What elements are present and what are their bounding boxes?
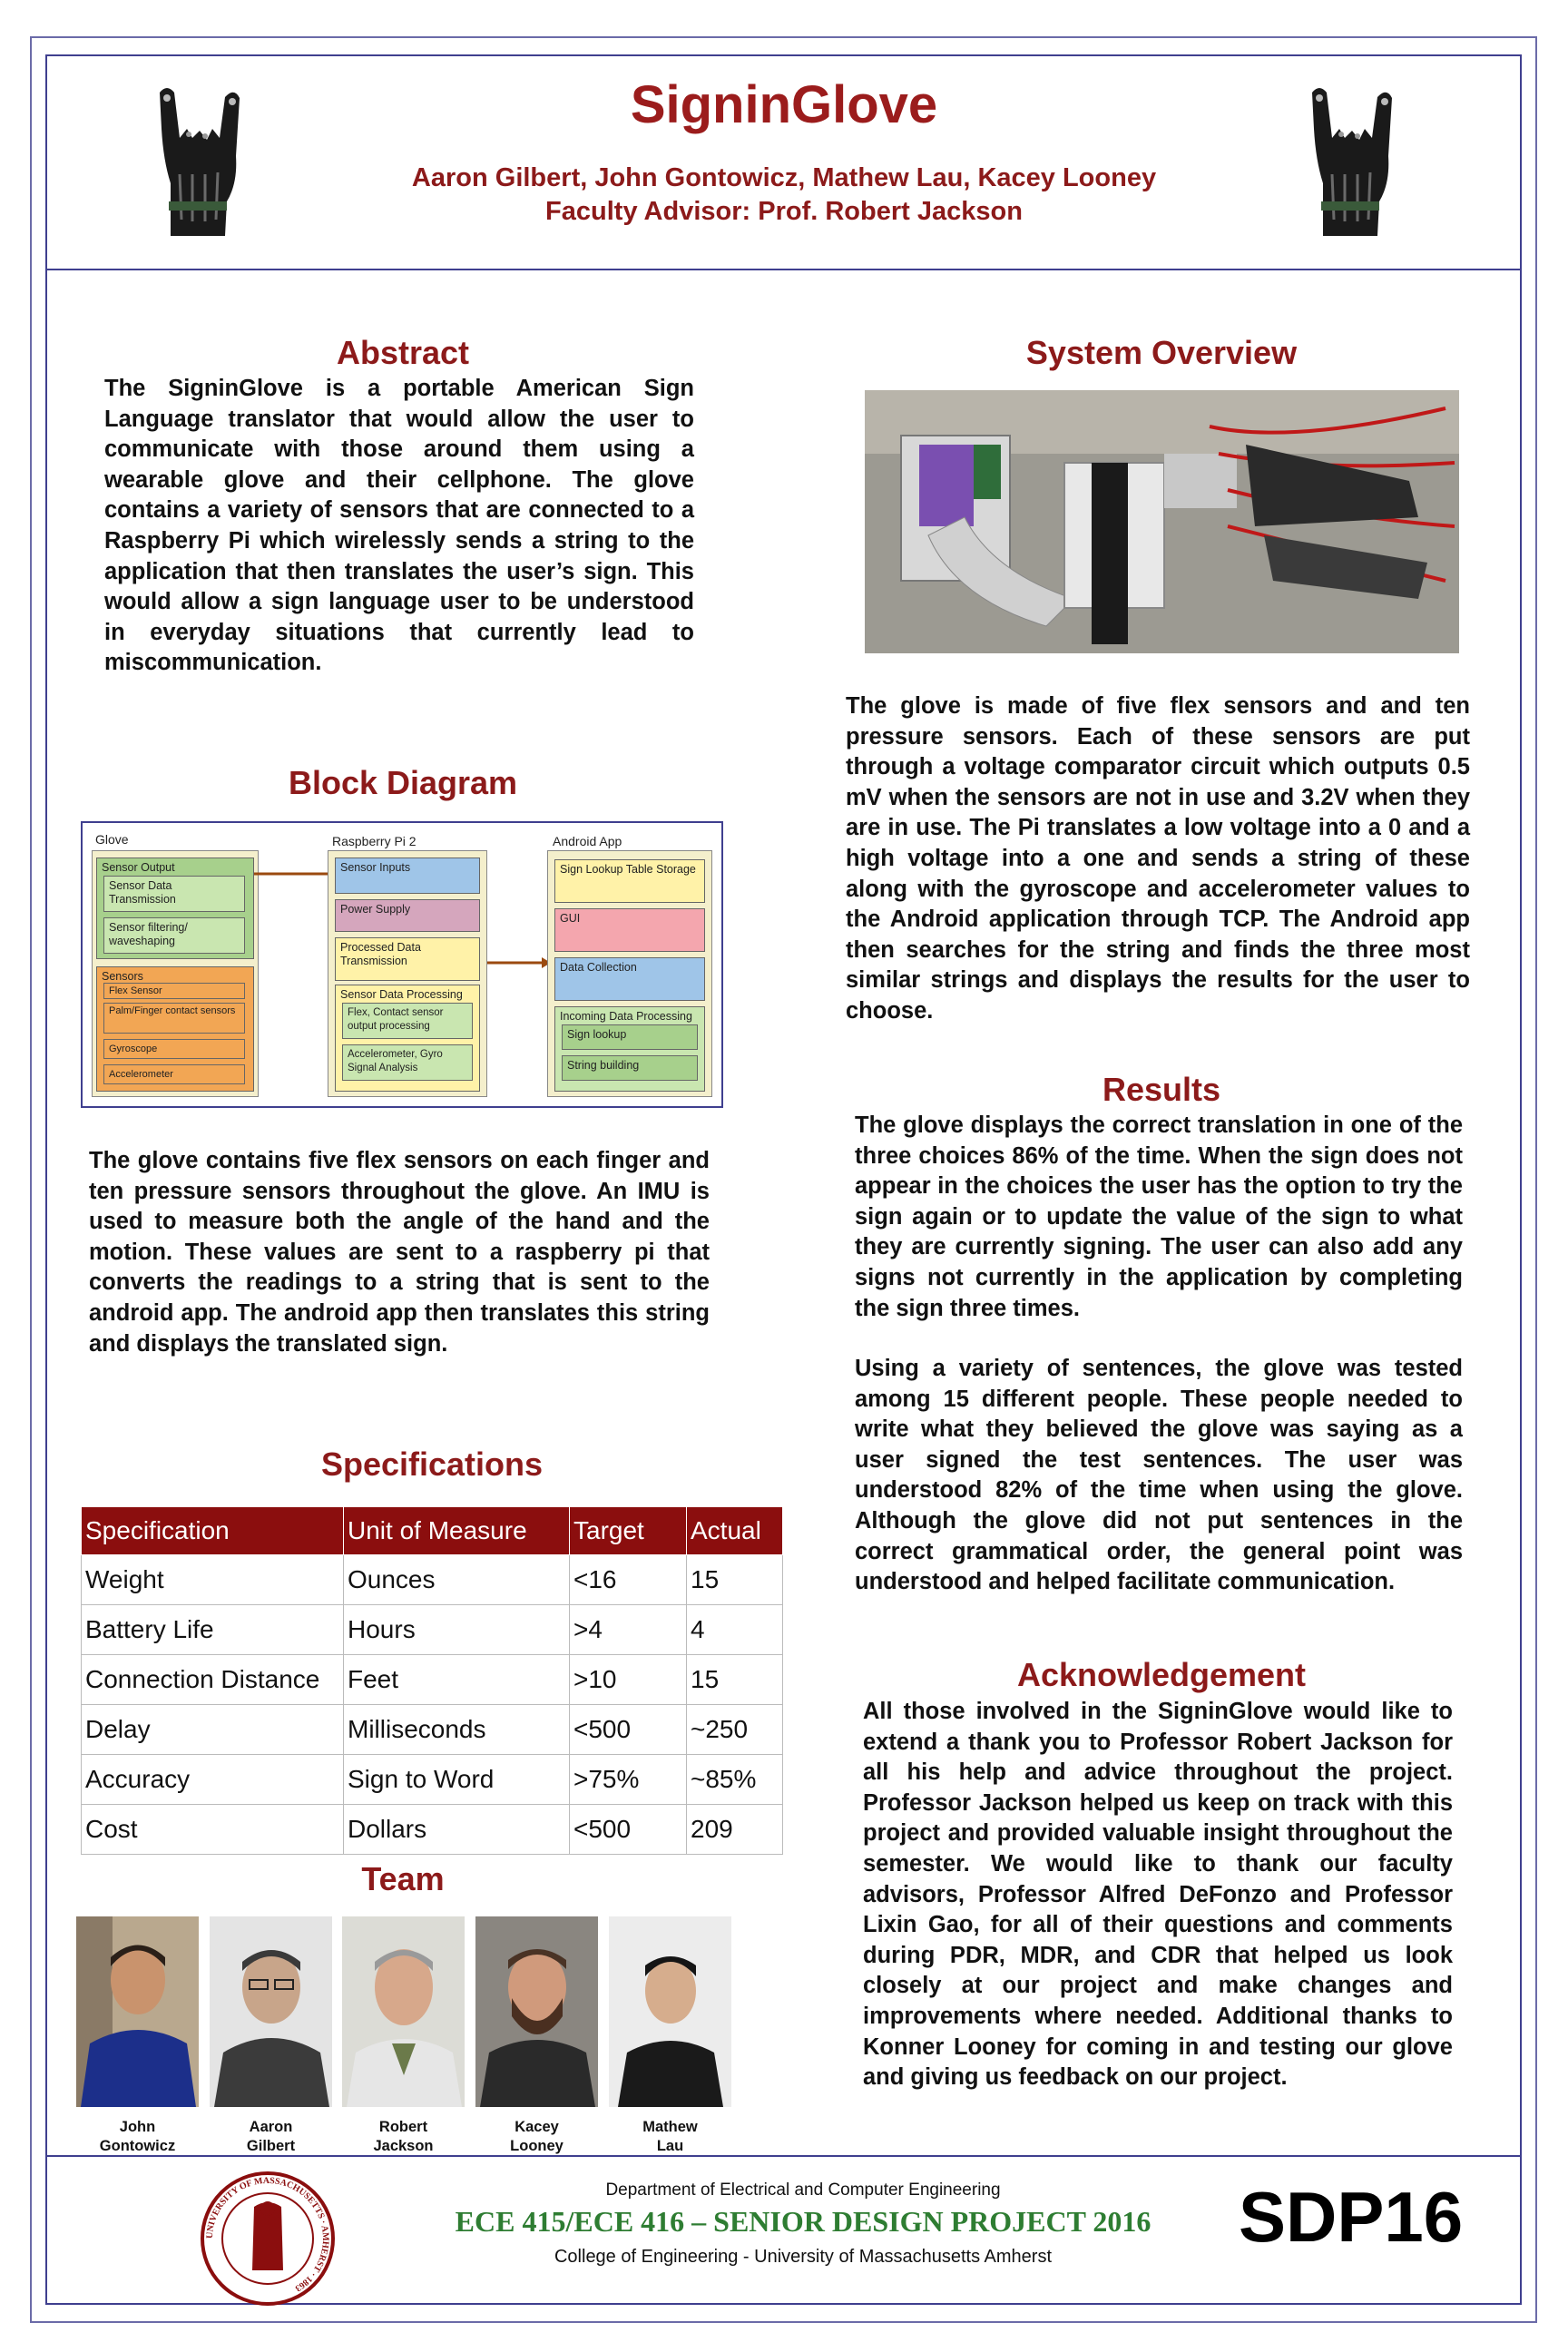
spec-cell: Ounces	[344, 1555, 570, 1605]
spec-header-row	[82, 1507, 783, 1555]
table-row	[82, 1755, 783, 1805]
block-diagram-description: The glove contains five flex sensors on each finger and ten pressure sensors throughout the glove. An IMU is used to measure both the angle of the hand and the motion. These values are sent to a raspberry pi that converts the readings to a string that is sent to the android app. The android app then translates this string and displays the translated sign.	[89, 1148, 710, 1357]
team-name-lau: Mathew Lau	[642, 2119, 698, 2154]
block-diagram-heading: Block Diagram	[288, 764, 518, 801]
bd-android-label: Android App	[553, 834, 622, 848]
spec-col-header: Actual	[687, 1507, 783, 1555]
author-block	[0, 162, 1568, 229]
faculty-advisor: Faculty Advisor: Prof. Robert Jackson	[545, 197, 1023, 226]
table-row	[82, 1655, 783, 1705]
poster-title: SigninGlove	[630, 75, 938, 134]
acknowledgement-heading: Acknowledgement	[1016, 1656, 1307, 1693]
bd-sensor-data-transmission: Sensor Data Transmission	[103, 876, 245, 912]
abstract-text: The SigninGlove is a portable American Sign Language translator that would allow the user to communicate with those around them using a wearable glove and their cellphone. The glove contains a variety of sensors that are connected to a Raspberry Pi which wirelessly sends a string to the application that then translates the user’s sign. This would allow a sign language user to be understood in everyday situations that currently lead to miscommunication.	[104, 376, 694, 676]
footer-department: Department of Electrical and Computer Engineering	[605, 2180, 1001, 2200]
footer-college: College of Engineering - University of Massachusetts Amherst	[554, 2247, 1053, 2267]
table-row	[82, 1705, 783, 1755]
table-row	[82, 1805, 783, 1855]
spec-col-header: Target	[570, 1507, 687, 1555]
spec-cell: 15	[687, 1655, 783, 1705]
bd-string-building: String building	[562, 1055, 698, 1081]
spec-cell: ~250	[687, 1705, 783, 1755]
bd-flex-contact-output: Flex, Contact sensor output processing	[342, 1003, 473, 1039]
results-paragraph-1: The glove displays the correct translation in one of the three choices 86% of the time. When the sign does not appear in the choices the user has the option to try the sign again or to update the value of the sign to what they are currently signing. The user can also add any signs not currently in the application by completing the sign three times.	[855, 1112, 1463, 1321]
team-photo-jackson	[342, 1916, 465, 2107]
bd-glove-label: Glove	[95, 832, 129, 847]
bd-sensor-inputs: Sensor Inputs	[335, 858, 480, 894]
team-photo-gontowicz	[76, 1916, 199, 2107]
spec-cell: >75%	[570, 1755, 687, 1805]
bd-gyroscope: Gyroscope	[103, 1039, 245, 1059]
spec-cell: Sign to Word	[344, 1755, 570, 1805]
umass-seal-logo	[200, 2171, 336, 2307]
bd-palm-contact: Palm/Finger contact sensors	[103, 1003, 245, 1034]
bd-sign-lookup-storage: Sign Lookup Table Storage	[554, 859, 705, 903]
team-photo-gilbert	[210, 1916, 332, 2107]
spec-cell: >4	[570, 1605, 687, 1655]
spec-cell: Accuracy	[82, 1755, 344, 1805]
system-overview-photo	[865, 390, 1459, 653]
results-paragraph-2: Using a variety of sentences, the glove was tested among 15 different people. These people needed to write what they believed the glove was saying as a user signed the test sentences. The user was understood 82% of the time when using the glove. Although the glove did not put sentences in the correct grammatical order, the general point was understood and helped facilitate communication.	[855, 1356, 1463, 1595]
spec-cell: ~85%	[687, 1755, 783, 1805]
team-name-looney: Kacey Looney	[510, 2119, 564, 2154]
team-name-gontowicz: John Gontowicz	[99, 2119, 176, 2154]
spec-cell: 4	[687, 1605, 783, 1655]
spec-col-header: Unit of Measure	[344, 1507, 570, 1555]
svg-text:UNIVERSITY OF MASSACHUSETTS ·: UNIVERSITY OF MASSACHUSETTS · AMHERST · 1863	[204, 2175, 331, 2294]
spec-cell: 15	[687, 1555, 783, 1605]
bd-sensor-output: Sensor Output	[96, 858, 254, 959]
bd-pi-label: Raspberry Pi 2	[332, 834, 416, 848]
bd-sign-lookup: Sign lookup	[562, 1024, 698, 1050]
team-name-jackson: Robert Jackson	[373, 2119, 434, 2154]
spec-cell: Delay	[82, 1705, 344, 1755]
spec-cell: Weight	[82, 1555, 344, 1605]
system-overview-text: The glove is made of five flex sensors and and ten pressure sensors. Each of these sensors are put through a voltage comparator circuit which outputs 0.5 mV when the sensors are not in use and 3.2V when they are in use. The Pi translates a low voltage into a 0 and a high voltage into a one and sends a string of these along with the gyroscope and accelerometer values to the Android application through TCP. The Android app then searches for the string and finds the three most similar strings and displays the results for the user to choose.	[846, 693, 1470, 1024]
spec-cell: <16	[570, 1555, 687, 1605]
block-diagram	[81, 821, 723, 1108]
team-heading: Team	[361, 1860, 445, 1897]
team-photo-lau	[609, 1916, 731, 2107]
spec-cell: <500	[570, 1805, 687, 1855]
bd-gui: GUI	[554, 908, 705, 952]
bd-accel-gyro: Accelerometer, Gyro Signal Analysis	[342, 1044, 473, 1081]
bd-accelerometer: Accelerometer	[103, 1064, 245, 1084]
table-row	[82, 1605, 783, 1655]
spec-cell: Connection Distance	[82, 1655, 344, 1705]
specifications-table	[81, 1506, 783, 1855]
spec-cell: Battery Life	[82, 1605, 344, 1655]
acknowledgement-text: All those involved in the SigninGlove would like to extend a thank you to Professor Robert Jackson for all his help and advice throughout the project. Professor Jackson helped us keep on track with this project and provided valuable insight throughout the semester. We would like to thank our faculty advisors, Professor Alfred DeFonzo and Professor Lixin Gao, for all of their questions and comments during PDR, MDR, and CDR that helped us look closely at our project and make changes and improvements where needed. Additional thanks to Konner Looney for coming in and testing our glove and giving us feedback on our project.	[863, 1699, 1453, 2091]
spec-cell: Milliseconds	[344, 1705, 570, 1755]
spec-cell: 209	[687, 1805, 783, 1855]
spec-col-header: Specification	[82, 1507, 344, 1555]
specifications-heading: Specifications	[320, 1446, 544, 1483]
sdp-badge: SDP16	[1239, 2177, 1464, 2257]
bd-sensor-data-processing: Sensor Data Processing	[335, 985, 480, 1092]
spec-cell: Cost	[82, 1805, 344, 1855]
abstract-heading: Abstract	[336, 334, 470, 371]
header-divider	[45, 269, 1522, 270]
bd-power-supply: Power Supply	[335, 899, 480, 932]
team-photo-looney	[475, 1916, 598, 2107]
team-name-gilbert: Aaron Gilbert	[246, 2119, 296, 2154]
bd-incoming-processing: Incoming Data Processing	[554, 1006, 705, 1092]
system-overview-heading: System Overview	[1025, 334, 1298, 371]
bd-flex-sensor: Flex Sensor	[103, 983, 245, 999]
spec-cell: >10	[570, 1655, 687, 1705]
authors: Aaron Gilbert, John Gontowicz, Mathew Lau, Kacey Looney	[411, 163, 1157, 192]
results-heading: Results	[1102, 1071, 1221, 1108]
bd-processed-data: Processed Data Transmission	[335, 937, 480, 981]
bd-sensors: Sensors	[96, 966, 254, 1092]
spec-cell: Hours	[344, 1605, 570, 1655]
bd-data-collection: Data Collection	[554, 957, 705, 1001]
spec-cell: Feet	[344, 1655, 570, 1705]
spec-cell: <500	[570, 1705, 687, 1755]
table-row	[82, 1555, 783, 1605]
bd-sensor-filtering: Sensor filtering/ waveshaping	[103, 917, 245, 954]
footer-course: ECE 415/ECE 416 – SENIOR DESIGN PROJECT 2016	[455, 2205, 1152, 2238]
spec-cell: Dollars	[344, 1805, 570, 1855]
